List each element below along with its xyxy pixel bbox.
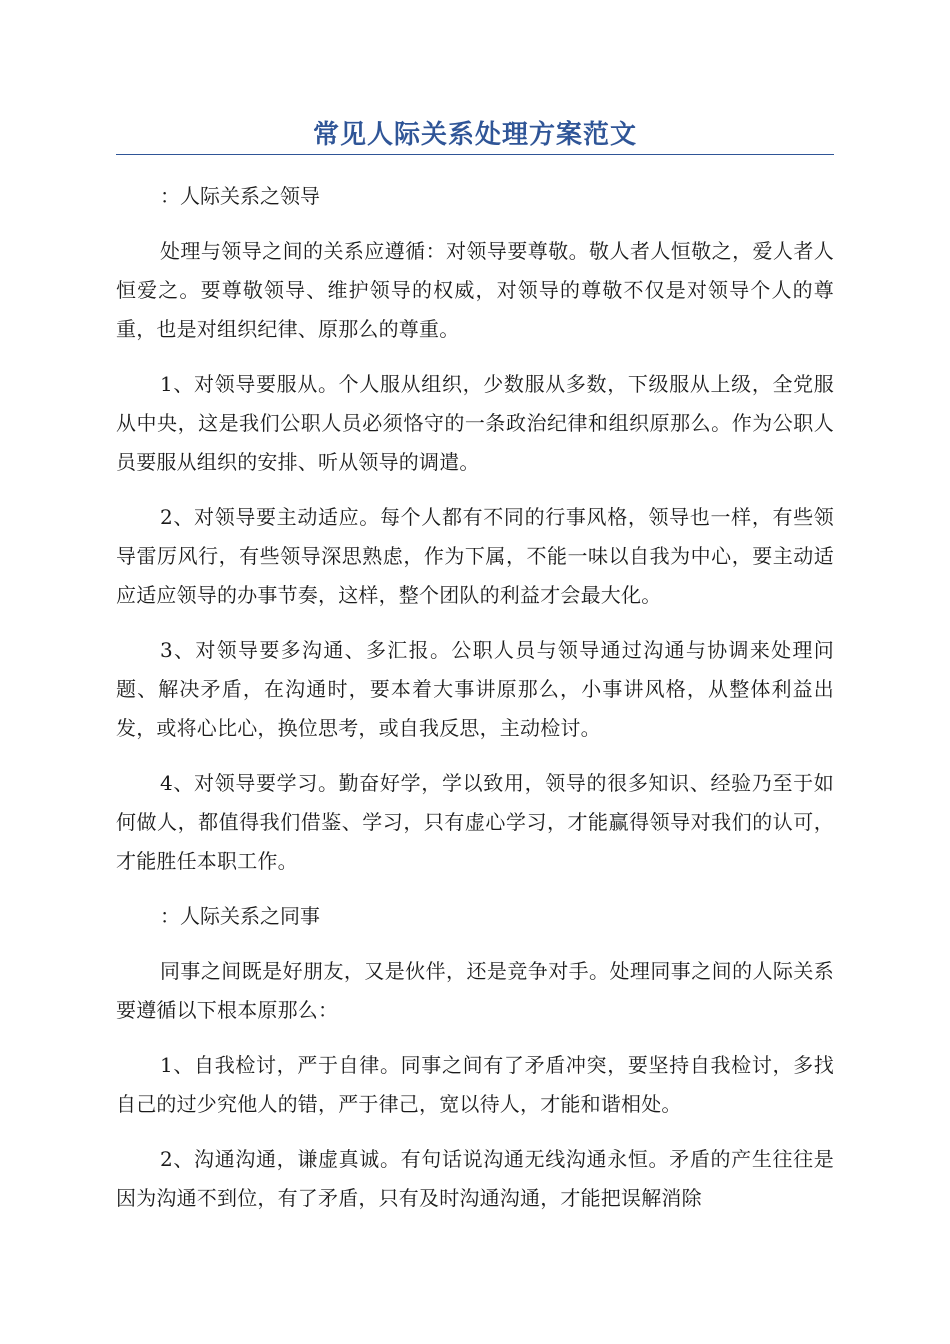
paragraph: 1、自我检讨，严于自律。同事之间有了矛盾冲突，要坚持自我检讨，多找自己的过少究他人的错，严于律己，宽以待人，才能和谐相处。 xyxy=(116,1053,834,1116)
title-underline xyxy=(116,154,834,155)
document-title: 常见人际关系处理方案范文 xyxy=(312,120,637,150)
section-heading: ：人际关系之领导 xyxy=(160,184,320,208)
paragraph: 1、对领导要服从。个人服从组织，少数服从多数，下级服从上级，全党服从中央，这是我们公职人员必须恪守的一条政治纪律和组织原那么。作为公职人员要服从组织的安排、听从领导的调遣。 xyxy=(116,372,834,474)
paragraph: 同事之间既是好朋友，又是伙伴，还是竞争对手。处理同事之间的人际关系要遵循以下根本原那么： xyxy=(116,959,834,1022)
document-page xyxy=(116,0,834,1218)
paragraph: 3、对领导要多沟通、多汇报。公职人员与领导通过沟通与协调来处理问题、解决矛盾，在沟通时，要本着大事讲原那么，小事讲风格，从整体利益出发，或将心比心，换位思考，或自我反思，主动检讨。 xyxy=(116,638,834,740)
section-heading: ：人际关系之同事 xyxy=(160,904,320,928)
section-colleagues xyxy=(116,897,834,1218)
paragraph: 2、对领导要主动适应。每个人都有不同的行事风格，领导也一样，有些领导雷厉风行，有些领导深思熟虑，作为下属，不能一味以自我为中心，要主动适应适应领导的办事节奏，这样，整个团队的利益才会最大化。 xyxy=(116,505,834,607)
section-leadership xyxy=(116,177,834,881)
paragraph: 处理与领导之间的关系应遵循：对领导要尊敬。敬人者人恒敬之，爱人者人恒爱之。要尊敬领导、维护领导的权威，对领导的尊敬不仅是对领导个人的尊重，也是对组织纪律、原那么的尊重。 xyxy=(116,239,834,341)
paragraph: 2、沟通沟通，谦虚真诚。有句话说沟通无线沟通永恒。矛盾的产生往往是因为沟通不到位，有了矛盾，只有及时沟通沟通，才能把误解消除 xyxy=(116,1147,834,1210)
paragraph: 4、对领导要学习。勤奋好学，学以致用，领导的很多知识、经验乃至于如何做人，都值得我们借鉴、学习，只有虚心学习，才能赢得领导对我们的认可，才能胜任本职工作。 xyxy=(116,771,834,873)
